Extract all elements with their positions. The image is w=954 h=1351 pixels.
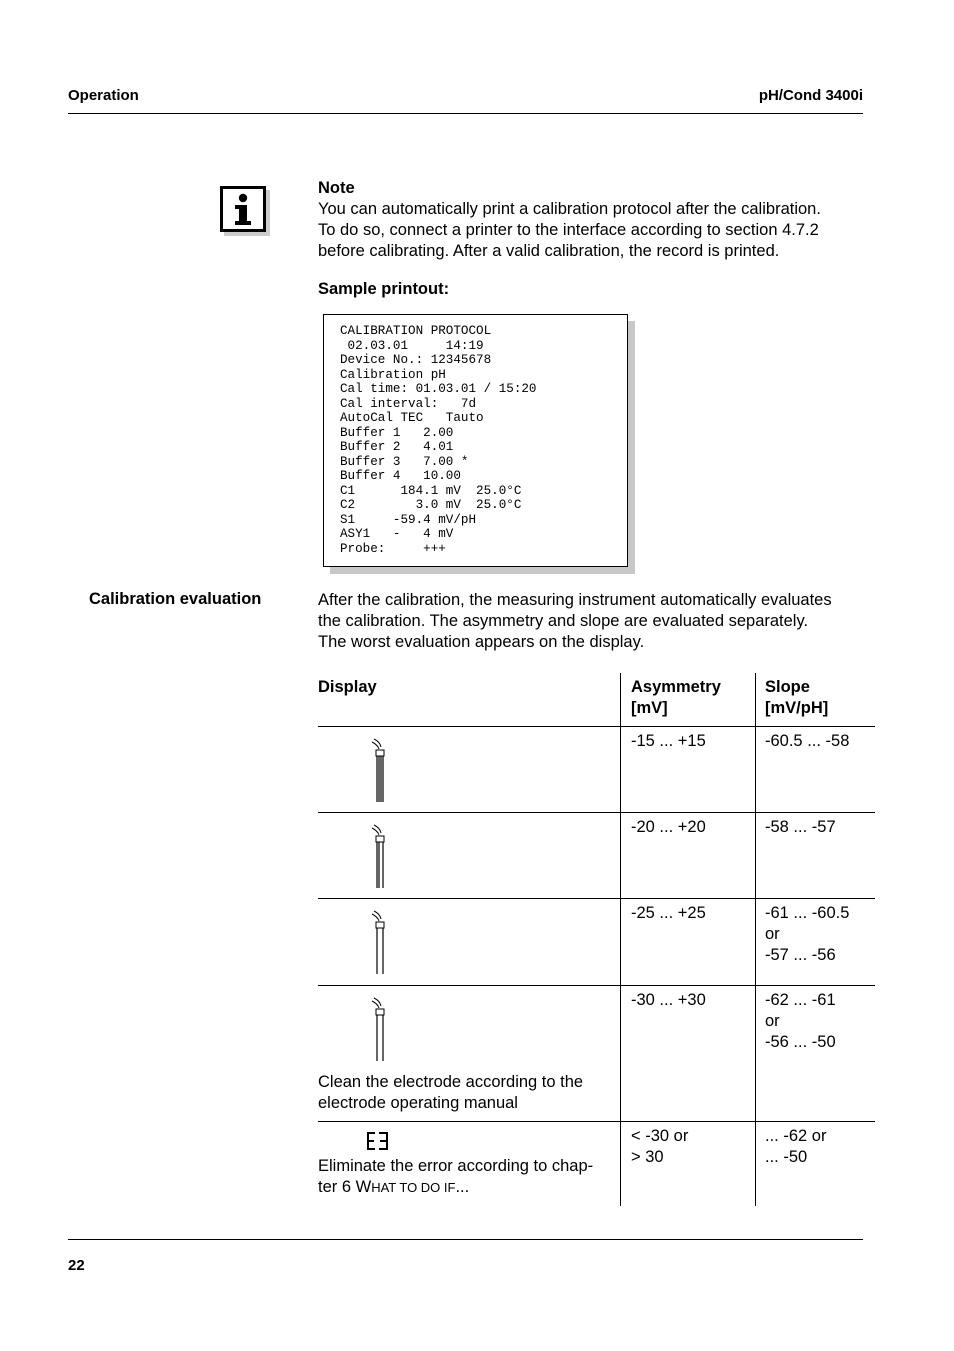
slope-cell: -60.5 ... -58 bbox=[756, 727, 876, 813]
printout-line: Probe: +++ bbox=[340, 541, 446, 556]
table-row bbox=[318, 813, 875, 899]
printout-line: CALIBRATION PROTOCOL bbox=[340, 324, 492, 338]
asymmetry-cell: -20 ... +20 bbox=[621, 813, 756, 899]
evaluation-table bbox=[318, 673, 875, 1206]
calibration-evaluation-heading: Calibration evaluation bbox=[89, 590, 262, 608]
eliminate-error-note: Eliminate the error according to chap- ter 6 WHAT TO DO IF... bbox=[318, 1157, 594, 1196]
printout-line: Cal interval: 7d bbox=[340, 396, 477, 411]
note-line-2: To do so, connect a printer to the interface according to section 4.7.2 bbox=[318, 221, 819, 239]
note-line-1: You can automatically print a calibration protocol after the calibration. bbox=[318, 200, 821, 218]
printout-line: S1 -59.4 mV/pH bbox=[340, 512, 477, 527]
table-row bbox=[318, 727, 875, 813]
clean-electrode-note: Clean the electrode according to the electrode operating manual bbox=[318, 1073, 584, 1112]
printout-line: Buffer 3 7.00 * bbox=[340, 454, 469, 469]
header-asymmetry: Asymmetry [mV] bbox=[621, 673, 756, 727]
note-line-3: before calibrating. After a valid calibration, the record is printed. bbox=[318, 242, 780, 260]
sample-printout-heading: Sample printout: bbox=[318, 280, 450, 298]
table-row bbox=[318, 986, 875, 1122]
info-icon bbox=[220, 186, 266, 232]
table-row bbox=[318, 899, 875, 986]
asymmetry-cell: -30 ... +30 bbox=[621, 986, 756, 1122]
asymmetry-cell: < -30 or > 30 bbox=[621, 1122, 756, 1206]
electrode-4-bars-icon bbox=[370, 737, 390, 803]
electrode-1-bar-icon bbox=[370, 996, 390, 1062]
printout-line: Buffer 1 2.00 bbox=[340, 425, 454, 440]
printout-line: ASY1 - 4 mV bbox=[340, 527, 454, 541]
note-title: Note bbox=[318, 179, 355, 197]
display-cell bbox=[318, 986, 621, 1122]
printout-line: Buffer 2 4.01 bbox=[340, 440, 454, 454]
table-header-row bbox=[318, 673, 875, 727]
table-row bbox=[318, 1122, 875, 1206]
header-section-title: Operation bbox=[68, 87, 139, 104]
printout-line: Calibration pH bbox=[340, 367, 446, 382]
asymmetry-cell: -15 ... +15 bbox=[621, 727, 756, 813]
slope-cell: ... -62 or ... -50 bbox=[756, 1122, 876, 1206]
header-slope: Slope [mV/pH] bbox=[756, 673, 876, 727]
electrode-2-bars-icon bbox=[370, 909, 390, 975]
printout-line: 02.03.01 14:19 bbox=[340, 338, 484, 353]
printout-line: Cal time: 01.03.01 / 15:20 bbox=[340, 382, 537, 396]
printout-line: C2 3.0 mV 25.0°C bbox=[340, 498, 522, 512]
page-number: 22 bbox=[68, 1257, 85, 1274]
printout-line: Device No.: 12345678 bbox=[340, 353, 492, 367]
calibration-printout bbox=[323, 314, 628, 567]
footer-rule bbox=[68, 1239, 863, 1240]
evaluation-line-1: After the calibration, the measuring instrument automatically evaluates bbox=[318, 591, 832, 609]
display-cell bbox=[318, 1122, 621, 1206]
display-cell bbox=[318, 899, 621, 986]
slope-cell: -61 ... -60.5 or -57 ... -56 bbox=[756, 899, 876, 986]
header-display: Display bbox=[318, 678, 377, 696]
electrode-3-bars-icon bbox=[370, 823, 390, 889]
error-e3-icon bbox=[366, 1131, 390, 1151]
printout-line: AutoCal TEC Tauto bbox=[340, 411, 484, 425]
display-cell bbox=[318, 813, 621, 899]
evaluation-line-3: The worst evaluation appears on the display. bbox=[318, 633, 645, 651]
header-product-name: pH/Cond 3400i bbox=[758, 87, 863, 104]
slope-cell: -58 ... -57 bbox=[756, 813, 876, 899]
header-rule bbox=[68, 113, 863, 114]
display-cell bbox=[318, 727, 621, 813]
evaluation-line-2: the calibration. The asymmetry and slope are evaluated separately. bbox=[318, 612, 809, 630]
slope-cell: -62 ... -61 or -56 ... -50 bbox=[756, 986, 876, 1122]
asymmetry-cell: -25 ... +25 bbox=[621, 899, 756, 986]
printout-line: Buffer 4 10.00 bbox=[340, 469, 461, 483]
printout-line: C1 184.1 mV 25.0°C bbox=[340, 483, 522, 498]
